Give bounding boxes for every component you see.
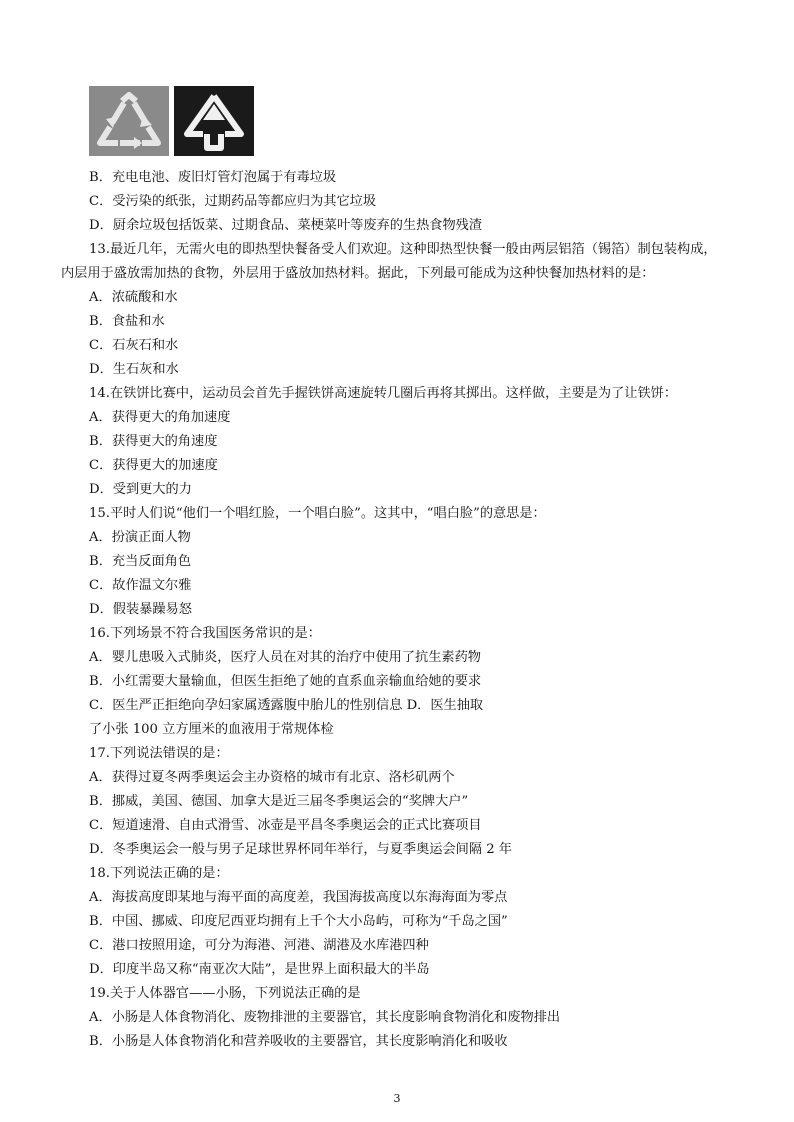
question-19: 19.关于人体器官——小肠，下列说法正确的是 (89, 986, 361, 1001)
option-b-q18: B．中国、挪威、印度尼西亚均拥有上千个大小岛屿，可称为“千岛之国” (89, 914, 508, 929)
option-c-q14: C．获得更大的加速度 (89, 458, 218, 473)
option-d-q13: D．生石灰和水 (89, 362, 179, 377)
option-b-q19: B．小肠是人体食物消化和营养吸收的主要器官，其长度影响消化和吸收 (89, 1034, 508, 1049)
option-d-q15: D．假装暴躁易怒 (89, 602, 192, 617)
question-17: 17.下列说法错误的是： (89, 746, 229, 761)
option-d-q12: D．厨余垃圾包括饭菜、过期食品、菜梗菜叶等废弃的生热食物残渣 (89, 218, 483, 233)
option-b-q15: B．充当反面角色 (89, 554, 192, 569)
recycle-triangle-icon (89, 86, 169, 156)
option-c-q12: C．受污染的纸张，过期药品等都应归为其它垃圾 (89, 194, 377, 209)
option-a-q19: A．小肠是人体食物消化、废物排泄的主要器官，其长度影响食物消化和废物排出 (89, 1010, 561, 1025)
option-a-q16: A．婴儿患吸入式肺炎，医疗人员在对其的治疗中使用了抗生素药物 (89, 650, 481, 665)
option-c-q18: C．港口按照用途，可分为海港、河港、湖港及水库港四种 (89, 938, 429, 953)
recycling-icons (89, 86, 255, 156)
option-c-q16: C．医生严正拒绝向孕妇家属透露腹中胎儿的性别信息 D．医生抽取 (89, 698, 484, 713)
option-c-q17: C．短道速滑、自由式滑雪、冰壶是平昌冬季奥运会的正式比赛项目 (89, 818, 482, 833)
question-15: 15.平时人们说“他们一个唱红脸，一个唱白脸”。这其中，“唱白脸”的意思是： (89, 506, 546, 521)
page-number: 3 (393, 1092, 401, 1105)
option-d-q18: D．印度半岛又称“南亚次大陆”，是世界上面积最大的半岛 (89, 962, 430, 977)
option-d-q16-continued: 了小张 100 立方厘米的血液用于常规体检 (89, 722, 334, 737)
option-b-q16: B．小红需要大量输血，但医生拒绝了她的直系血亲输血给她的要求 (89, 674, 482, 689)
question-13-line-2: 内层用于盛放需加热的食物，外层用于盛放加热材料。据此，下列最可能成为这种快餐加热材料的是： (61, 266, 655, 281)
question-14: 14.在铁饼比赛中，运动员会首先手握铁饼高速旋转几圈后再将其掷出。这样做，主要是为了让铁饼： (89, 386, 678, 401)
option-d-q14: D．受到更大的力 (89, 482, 192, 497)
question-13-line-1: 13.最近几年，无需火电的即热型快餐备受人们欢迎。这种即热型快餐一般由两层铝箔（锡箔）制包装构成， (89, 242, 717, 257)
option-b-q13: B．食盐和水 (89, 314, 165, 329)
option-a-q17: A．获得过夏冬两季奥运会主办资格的城市有北京、洛杉矶两个 (89, 770, 455, 785)
option-b-q17: B．挪威，美国、德国、加拿大是近三届冬季奥运会的“奖牌大户” (89, 794, 469, 809)
option-a-q13: A．浓硫酸和水 (89, 290, 178, 305)
question-16: 16.下列场景不符合我国医务常识的是： (89, 626, 321, 641)
option-c-q15: C．故作温文尔雅 (89, 578, 192, 593)
option-c-q13: C．石灰石和水 (89, 338, 179, 353)
question-18: 18.下列说法正确的是： (89, 866, 229, 881)
option-a-q14: A．获得更大的角加速度 (89, 410, 231, 425)
option-b-q12: B．充电电池、废旧灯管灯泡属于有毒垃圾 (89, 170, 337, 185)
non-recyclable-icon (174, 86, 254, 156)
option-a-q15: A．扮演正面人物 (89, 530, 191, 545)
option-b-q14: B．获得更大的角速度 (89, 434, 218, 449)
option-d-q17: D．冬季奥运会一般与男子足球世界杯同年举行，与夏季奥运会间隔 2 年 (89, 842, 512, 857)
question-text (61, 166, 729, 1054)
option-a-q18: A．海拔高度即某地与海平面的高度差，我国海拔高度以东海海面为零点 (89, 890, 508, 905)
